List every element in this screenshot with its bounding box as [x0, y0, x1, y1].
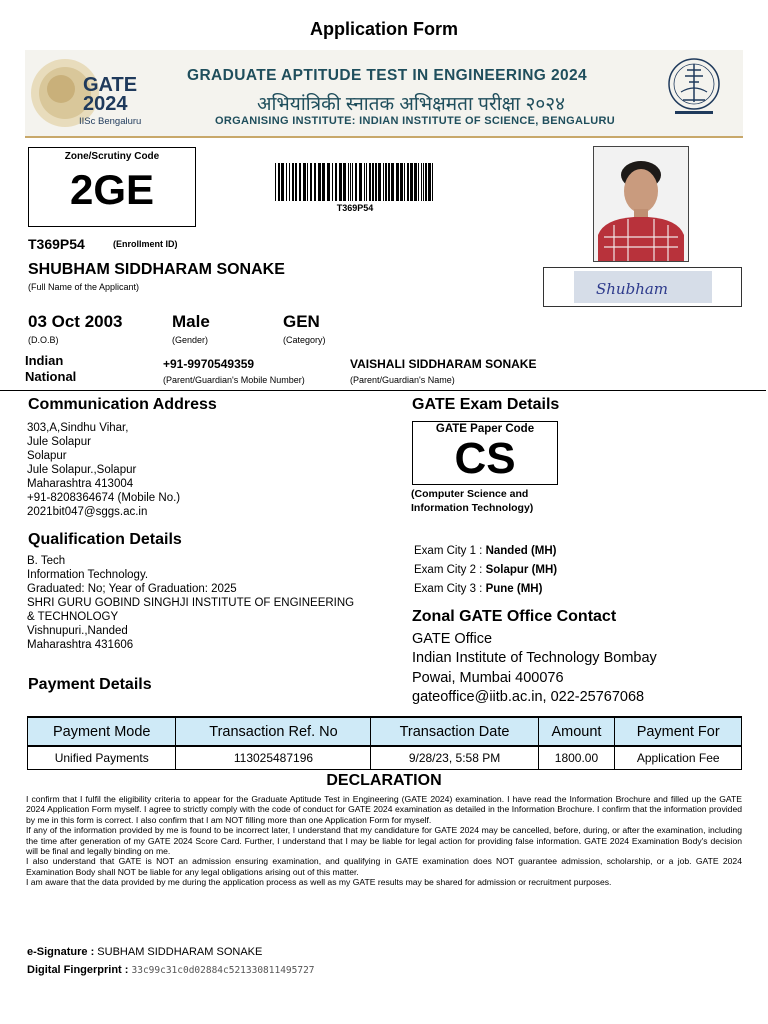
barcode-bar — [343, 163, 346, 201]
barcode-bar — [314, 163, 316, 201]
payment-header-row — [28, 717, 742, 746]
applicant-name: SHUBHAM SIDDHARAM SONAKE — [28, 261, 285, 278]
barcode-bar — [383, 163, 384, 201]
applicant-name-label: (Full Name of the Applicant) — [28, 282, 140, 292]
barcode-bar — [400, 163, 403, 201]
barcode-bar — [318, 163, 321, 201]
qualification-line: Information Technology. — [27, 569, 149, 581]
zone-code-box — [28, 147, 196, 227]
barcode-bar — [339, 163, 342, 201]
barcode-text: T369P54 — [336, 203, 374, 213]
barcode-bar — [396, 163, 399, 201]
qualification-details — [27, 554, 354, 652]
exam-city-label: Exam City 3 : — [414, 583, 486, 595]
payment-col-date: Transaction Date — [371, 717, 538, 746]
barcode-bar — [378, 163, 381, 201]
barcode-bar — [421, 163, 422, 201]
address-line: 303,A,Sindhu Vihar, — [27, 422, 129, 434]
paper-code: CS — [454, 434, 516, 483]
barcode-bar — [388, 163, 390, 201]
barcode-bar — [322, 163, 325, 201]
exam-city-value: Nanded (MH) — [485, 545, 557, 557]
logo-iisc-text: IISc Bengaluru — [79, 116, 142, 127]
qualification-line: Vishnupuri.,Nanded — [27, 625, 128, 637]
payment-mode-cell: Unified Payments — [28, 746, 176, 770]
paper-name-line: Information Technology) — [411, 502, 534, 514]
barcode-bar — [275, 163, 276, 201]
address-line: +91-8208364674 (Mobile No.) — [27, 492, 181, 504]
zone-code: 2GE — [69, 166, 155, 213]
barcode-bar — [292, 163, 294, 201]
dob-label: (D.O.B) — [28, 335, 59, 345]
enrollment-id: T369P54 — [28, 236, 85, 252]
barcode-bar — [310, 163, 312, 201]
gender-value: Male — [172, 312, 210, 331]
communication-heading: Communication Address — [28, 396, 217, 413]
barcode-bar — [286, 163, 287, 201]
declaration-heading: DECLARATION — [326, 772, 442, 789]
declaration-paragraph: If any of the information provided by me is found to be incorrect later, I understand that my candidature for GATE 2024 may be cancelled, before, during, or after the examination, including the time after generation of my GATE 2024 Score Card. Further, I understand that I may be liable for legal action for providing false information. GATE 2024 Examination Body's decision will be final and legally binding on me. — [26, 825, 742, 857]
gate-2024-logo — [31, 53, 143, 133]
nationality-line: National — [25, 369, 77, 384]
table-row — [28, 746, 742, 770]
declaration-text — [26, 794, 742, 888]
exam-city-row — [414, 580, 557, 599]
barcode-bar — [432, 163, 433, 201]
payment-col-amount: Amount — [538, 717, 615, 746]
zonal-line: gateoffice@iitb.ac.in, 022-25767068 — [412, 688, 645, 705]
guardian-name-label: (Parent/Guardian's Name) — [350, 375, 455, 385]
exam-city-value: Pune (MH) — [485, 583, 543, 595]
form-title: Application Form — [310, 19, 458, 39]
barcode-bar — [303, 163, 306, 201]
gate-banner — [25, 50, 743, 138]
exam-city-label: Exam City 1 : — [414, 545, 486, 557]
payment-amount-cell: 1800.00 — [538, 746, 615, 770]
qualification-line: SHRI GURU GOBIND SINGHJI INSTITUTE OF ENGINEERING — [27, 597, 355, 609]
paper-name — [411, 487, 591, 515]
zonal-line: Indian Institute of Technology Bombay — [412, 650, 657, 667]
barcode-bar — [375, 163, 377, 201]
payment-for-cell: Application Fee — [615, 746, 742, 770]
paper-code-label: GATE Paper Code — [435, 423, 535, 435]
exam-city-row — [414, 542, 557, 561]
category-value: GEN — [283, 312, 320, 331]
barcode-bar — [391, 163, 394, 201]
banner-title-hindi: अभियांत्रिकी स्नातक अभिक्षमता परीक्षा २०२४ — [257, 94, 565, 115]
guardian-mobile-label: (Parent/Guardian's Mobile Number) — [163, 375, 305, 385]
nationality — [25, 353, 76, 385]
qualification-line: & TECHNOLOGY — [27, 611, 119, 623]
barcode-icon — [275, 163, 435, 201]
signature-image-text: Shubham — [596, 280, 669, 298]
fingerprint-label: Digital Fingerprint : — [27, 964, 132, 976]
declaration-paragraph: I also understand that GATE is NOT an admission ensuring examination, and qualifying in GATE examination does NOT guarantee admission, scholarship, or a job. GATE 2024 Examination Body shall NOT be liable for any legal obligations arising out of this matter. — [26, 856, 742, 877]
payment-col-mode: Payment Mode — [28, 717, 176, 746]
payment-table — [27, 716, 742, 770]
applicant-photo — [593, 146, 689, 262]
logo-year-text: 2024 — [83, 93, 128, 115]
barcode-bar — [414, 163, 417, 201]
zonal-line: GATE Office — [412, 631, 493, 647]
guardian-mobile: +91-9970549359 — [163, 357, 255, 371]
barcode-bar — [369, 163, 371, 201]
iisc-emblem-icon — [665, 56, 723, 118]
gender-label: (Gender) — [172, 335, 209, 345]
barcode-bar — [335, 163, 337, 201]
signature-box — [543, 267, 742, 307]
e-signature — [27, 946, 262, 958]
barcode-bar — [295, 163, 297, 201]
qualification-line: Graduated: No; Year of Graduation: 2025 — [27, 583, 237, 595]
barcode-bar — [355, 163, 357, 201]
barcode-bar — [352, 163, 353, 201]
barcode-bar — [359, 163, 362, 201]
address-line: 2021bit047@sggs.ac.in — [27, 506, 148, 518]
barcode-bar — [385, 163, 387, 201]
barcode-bar — [404, 163, 405, 201]
barcode-bar — [281, 163, 284, 201]
barcode-bar — [332, 163, 333, 201]
nationality-line: Indian — [25, 353, 64, 368]
qualification-line: Maharashtra 431606 — [27, 639, 134, 651]
address-line: Jule Solapur — [27, 436, 91, 448]
barcode-bar — [428, 163, 431, 201]
zone-label: Zone/Scrutiny Code — [64, 151, 160, 162]
exam-details-heading: GATE Exam Details — [412, 396, 560, 413]
digital-fingerprint — [27, 964, 315, 976]
barcode-bar — [366, 163, 367, 201]
banner-organiser: ORGANISING INSTITUTE: INDIAN INSTITUTE OF SCIENCE, BENGALURU — [215, 115, 615, 127]
barcode-bar — [418, 163, 419, 201]
qualification-line: B. Tech — [27, 555, 66, 567]
declaration-paragraph: I confirm that I fulfil the eligibility criteria to appear for the Graduate Aptitude Test in Engineering (GATE 2024) examination. I have read the Information Brochure and filled up the GATE 2024 Application Form myself. I agree to strictly comply with the code of conduct for GATE 2024 examination as detailed in the Information Brochure. I confirm that the information provided by me in this form is correct. I also confirm that I am NOT filling more than one Application Form for myself. — [26, 794, 742, 825]
payment-heading: Payment Details — [28, 676, 152, 693]
enrollment-id-label: (Enrollment ID) — [113, 239, 178, 249]
payment-date-cell: 9/28/23, 5:58 PM — [371, 746, 538, 770]
fingerprint-value: 33c99c31c0d02884c521330811495727 — [131, 965, 315, 976]
payment-col-for: Payment For — [615, 717, 742, 746]
zonal-line: Powai, Mumbai 400076 — [412, 669, 564, 686]
e-signature-value: SUBHAM SIDDHARAM SONAKE — [97, 946, 263, 958]
paper-name-line: (Computer Science and — [411, 488, 529, 500]
communication-address — [27, 421, 180, 519]
barcode-bar — [289, 163, 290, 201]
section-divider — [0, 390, 766, 391]
exam-city-value: Solapur (MH) — [485, 564, 558, 576]
barcode-bar — [350, 163, 351, 201]
logo-gate-text: GATE — [83, 74, 138, 96]
barcode-bar — [372, 163, 374, 201]
guardian-name: VAISHALI SIDDHARAM SONAKE — [350, 357, 537, 371]
barcode-bar — [278, 163, 280, 201]
declaration-paragraph: I am aware that the data provided by me during the application process as well as my GATE results may be shared for admission or recruitment purposes. — [26, 877, 612, 888]
barcode-bar — [425, 163, 427, 201]
address-line: Maharashtra 413004 — [27, 478, 134, 490]
barcode-bar — [299, 163, 301, 201]
barcode-bar — [327, 163, 330, 201]
barcode-bar — [348, 163, 349, 201]
paper-code-box — [412, 421, 558, 485]
zonal-office-contact — [412, 630, 657, 707]
dob-value: 03 Oct 2003 — [28, 312, 123, 331]
payment-col-ref: Transaction Ref. No — [176, 717, 371, 746]
qualification-heading: Qualification Details — [28, 531, 182, 548]
payment-ref-cell: 113025487196 — [176, 746, 371, 770]
exam-cities — [414, 542, 557, 599]
exam-city-label: Exam City 2 : — [414, 564, 486, 576]
barcode-bar — [410, 163, 413, 201]
barcode-bar — [307, 163, 308, 201]
barcode-bar — [423, 163, 424, 201]
zonal-office-heading: Zonal GATE Office Contact — [412, 608, 617, 625]
address-line: Jule Solapur.,Solapur — [27, 464, 137, 476]
category-label: (Category) — [283, 335, 326, 345]
address-line: Solapur — [27, 450, 67, 462]
banner-title-english: GRADUATE APTITUDE TEST IN ENGINEERING 2024 — [187, 67, 588, 84]
barcode-bar — [364, 163, 365, 201]
barcode-bar — [407, 163, 409, 201]
e-signature-label: e-Signature : — [27, 946, 98, 958]
exam-city-row — [414, 561, 557, 580]
